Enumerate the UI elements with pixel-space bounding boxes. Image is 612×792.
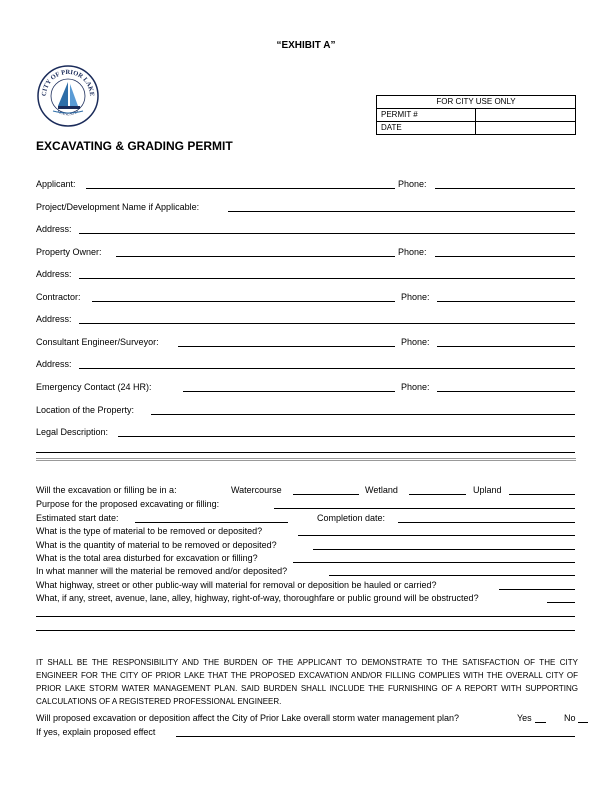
emergency-contact-field[interactable] [183,391,395,392]
contractor-address-label: Address: [36,314,72,324]
city-use-table [376,95,576,135]
legal-description-label: Legal Description: [36,427,109,437]
upland-label: Upland [473,485,502,495]
logo-top-text: CITY OF PRIOR LAKE [40,68,96,97]
emergency-phone-field[interactable] [437,391,575,392]
haul-route-field[interactable] [499,589,575,590]
applicant-label: Applicant: [36,179,76,189]
haul-route-question: What highway, street or other public-way will material for removal or deposition be hauled or carried? [36,580,437,590]
permit-number-label: PERMIT # [377,109,476,122]
logo-bottom-text: MINNESOTA [56,108,80,117]
property-location-label: Location of the Property: [36,405,135,415]
yes-field[interactable] [535,722,546,723]
material-quantity-field[interactable] [313,549,575,550]
watercourse-label: Watercourse [231,485,282,495]
engineer-phone-field[interactable] [437,346,575,347]
start-date-label: Estimated start date: [36,513,119,523]
engineer-phone-label: Phone: [401,337,430,347]
material-type-question: What is the type of material to be removed or deposited? [36,526,263,536]
date-label: DATE [377,122,476,135]
owner-phone-label: Phone: [398,247,427,257]
engineer-field[interactable] [178,346,395,347]
wetland-field[interactable] [409,494,466,495]
project-name-label: Project/Development Name if Applicable: [36,202,200,212]
obstruction-field[interactable] [547,602,575,603]
contractor-phone-label: Phone: [401,292,430,302]
permit-number-field[interactable] [476,109,576,122]
page-title: EXCAVATING & GRADING PERMIT [36,139,233,153]
property-owner-label: Property Owner: [36,247,102,257]
completion-date-label: Completion date: [317,513,386,523]
contractor-label: Contractor: [36,292,81,302]
city-use-title: FOR CITY USE ONLY [377,96,576,109]
removal-manner-question: In what manner will the material be removed and/or deposited? [36,566,288,576]
section-divider [36,458,576,461]
upland-field[interactable] [509,494,575,495]
location-type-question: Will the excavation or filling be in a: [36,485,177,495]
applicant-address-field[interactable] [79,233,575,234]
obstruction-line-3[interactable] [36,630,575,631]
no-field[interactable] [578,722,588,723]
yes-label: Yes [517,713,532,723]
applicant-phone-field[interactable] [435,188,575,189]
obstruction-line-2[interactable] [36,616,575,617]
contractor-phone-field[interactable] [437,301,575,302]
storm-water-question: Will proposed excavation or deposition affect the City of Prior Lake overall storm water management plan? [36,713,460,723]
watercourse-field[interactable] [293,494,359,495]
city-seal-logo [36,64,100,128]
wetland-label: Wetland [365,485,398,495]
area-disturbed-question: What is the total area disturbed for excavation or filling? [36,553,258,563]
legal-description-line-2[interactable] [36,452,575,453]
removal-manner-field[interactable] [329,575,575,576]
start-date-field[interactable] [135,522,288,523]
engineer-address-field[interactable] [79,368,575,369]
explain-effect-label: If yes, explain proposed effect [36,727,156,737]
emergency-contact-label: Emergency Contact (24 HR): [36,382,152,392]
owner-address-field[interactable] [79,278,575,279]
purpose-field[interactable] [274,508,575,509]
project-name-field[interactable] [228,211,575,212]
applicant-address-label: Address: [36,224,72,234]
applicant-field[interactable] [86,188,395,189]
material-quantity-question: What is the quantity of material to be removed or deposited? [36,540,277,550]
owner-address-label: Address: [36,269,72,279]
exhibit-heading: “EXHIBIT A” [276,40,336,51]
legal-description-field[interactable] [118,436,575,437]
area-disturbed-field[interactable] [293,562,575,563]
purpose-question: Purpose for the proposed excavating or filling: [36,499,220,509]
property-location-field[interactable] [151,414,575,415]
completion-date-field[interactable] [398,522,575,523]
obstruction-question: What, if any, street, avenue, lane, alley, highway, right-of-way, thoroughfare or public ground will be obstructed? [36,593,479,603]
no-label: No [564,713,576,723]
contractor-address-field[interactable] [79,323,575,324]
contractor-field[interactable] [92,301,395,302]
engineer-label: Consultant Engineer/Surveyor: [36,337,159,347]
emergency-phone-label: Phone: [401,382,430,392]
applicant-phone-label: Phone: [398,179,427,189]
property-owner-field[interactable] [116,256,395,257]
explain-effect-field[interactable] [176,736,575,737]
material-type-field[interactable] [298,535,575,536]
date-field[interactable] [476,122,576,135]
owner-phone-field[interactable] [435,256,575,257]
engineer-address-label: Address: [36,359,72,369]
responsibility-statement: IT SHALL BE THE RESPONSIBILITY AND THE BURDEN OF THE APPLICANT TO DEMONSTRATE TO THE SATISFACTION OF THE CITY ENGINEER FOR THE CITY OF PRIOR LAKE THAT THE PROPOSED EXCAVATION AND/OR FILLING COMPLIES WITH THE OVERALL CITY OF PRIOR LAKE STORM WATER MANAGEMENT PLAN. SAID BURDEN SHALL INCLUDE THE FURNISHING OF A REPORT WITH SUPPORTING CALCULATIONS OF A REGISTERED PROFESSIONAL ENGINEER. [36,658,578,706]
